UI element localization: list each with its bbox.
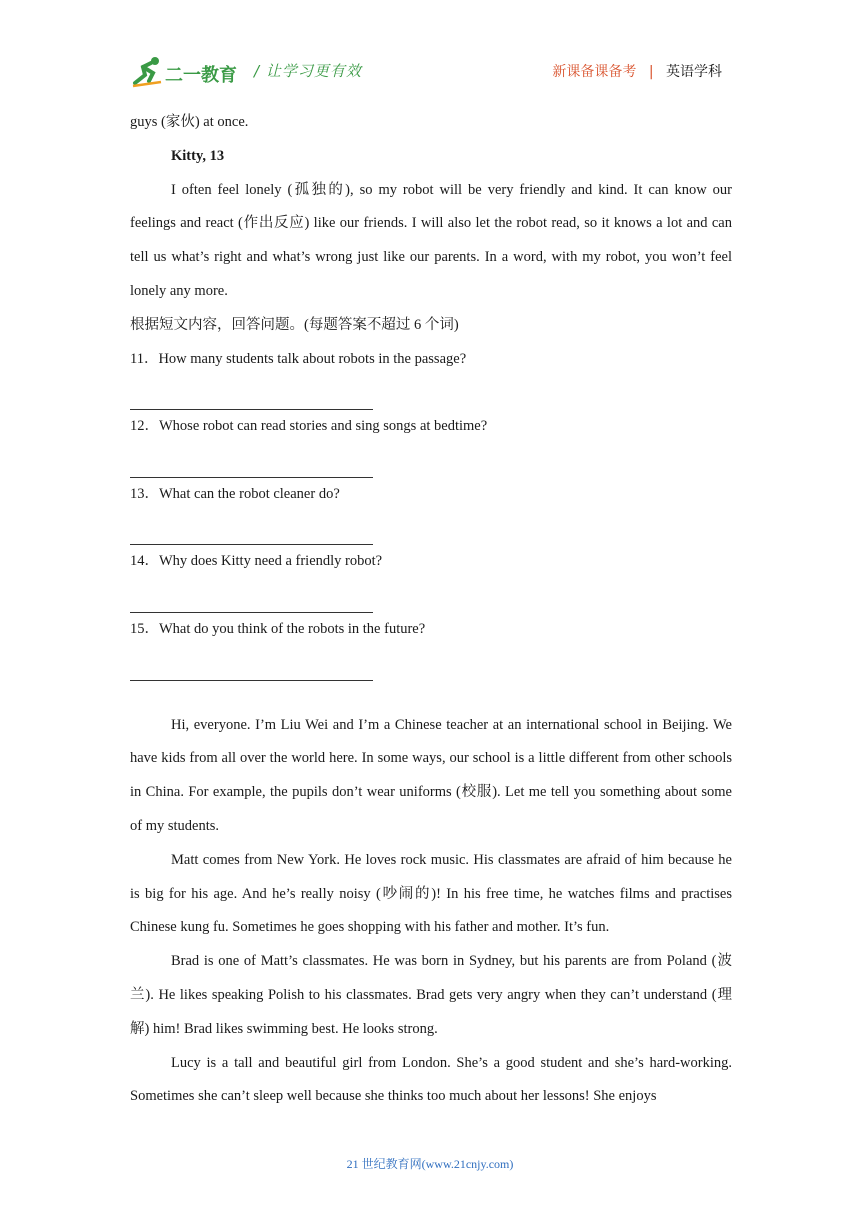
- question-14: 14．Why does Kitty need a friendly robot?: [130, 553, 383, 570]
- header-label: 新课备课备考: [552, 64, 637, 80]
- page-header: [0, 0, 860, 100]
- question-11: 11．How many students talk about robots in the passage?: [130, 350, 467, 367]
- header-separator: |: [648, 64, 654, 80]
- runner-icon: [133, 57, 161, 86]
- answer-line-11[interactable]: [130, 376, 373, 410]
- passage1-paragraph: I often feel lonely (孤独的), so my robot will be very friendly and kind. It can know our feelings and react (作出反应) like our friends. I will also let the robot read, so it knows a lot and can tell us what’s right and what’s wrong just like our parents. In a word, with my robot, you won’t feel lonely any more.: [130, 181, 732, 299]
- answer-line-13[interactable]: [130, 512, 373, 546]
- question-15: 15．What do you think of the robots in the future?: [130, 620, 426, 637]
- page-content: [130, 106, 732, 1114]
- header-right: [552, 61, 722, 81]
- passage1-tail: guys (家伙) at once.: [130, 114, 249, 130]
- passage2-paragraph-1: Hi, everyone. I’m Liu Wei and I’m a Chinese teacher at an international school in Beijing. We have kids from all over the world here. In some ways, our school is a little different from other schools in China. For example, the pupils don’t wear uniforms (校服). Let me tell you something about some of my students.: [130, 716, 732, 834]
- header-slogan: / 让学习更有效: [254, 62, 362, 80]
- brand-logo: [131, 55, 239, 89]
- page-footer: 21 世纪教育网(www.21cnjy.com): [346, 1157, 514, 1171]
- answer-line-14[interactable]: [130, 579, 373, 613]
- question-instruction: 根据短文内容，回答问题。(每题答案不超过 6 个词): [130, 316, 459, 333]
- speaker-label: Kitty, 13: [171, 147, 225, 164]
- question-13: 13．What can the robot cleaner do?: [130, 485, 340, 502]
- passage2-paragraph-3: Brad is one of Matt’s classmates. He was born in Sydney, but his parents are from Poland (波兰). He likes speaking Polish to his classmates. Brad gets very angry when they can’t understand (理解) him! Brad likes swimming best. He looks strong.: [130, 953, 732, 1037]
- passage2-paragraph-4: Lucy is a tall and beautiful girl from London. She’s a good student and she’s hard-working. Sometimes she can’t sleep well because she thinks too much about her lessons! She enjoys: [130, 1054, 732, 1105]
- header-subject: 英语学科: [666, 64, 722, 80]
- answer-line-15[interactable]: [130, 647, 373, 681]
- svg-text:二一教育: 二一教育: [165, 65, 237, 86]
- question-12: 12．Whose robot can read stories and sing songs at bedtime?: [130, 418, 488, 435]
- answer-line-12[interactable]: [130, 444, 373, 478]
- passage2-paragraph-2: Matt comes from New York. He loves rock music. His classmates are afraid of him because he is big for his age. And he’s really noisy (吵闹的)! In his free time, he watches films and practises Chinese kung fu. Sometimes he goes shopping with his father and mother. It’s fun.: [130, 851, 732, 936]
